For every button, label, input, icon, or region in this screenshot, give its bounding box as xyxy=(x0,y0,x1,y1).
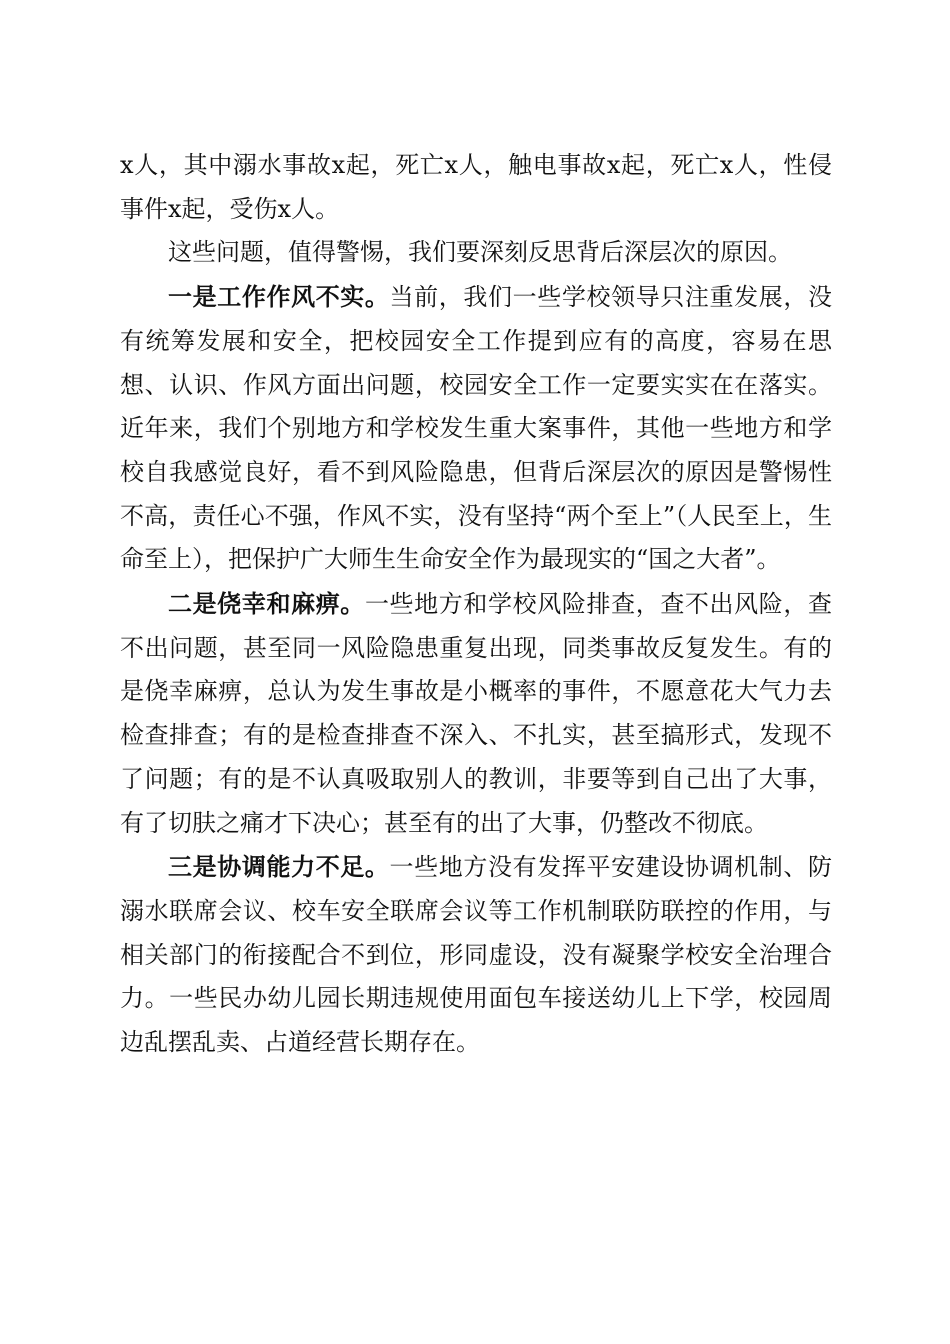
paragraph-work-style xyxy=(120,275,832,582)
paragraph-text: 这些问题，值得警惕，我们要深刻反思背后深层次的原因。 xyxy=(168,238,792,267)
paragraph-text: 当前，我们一些学校领导只注重发展，没有统筹发展和安全，把校园安全工作提到应有的高度，容易在思想、认识、作风方面出问题，校园安全工作一定要实实在在落实。近年来，我们个别地方和学校发生重大案事件，其他一些地方和学校自我感觉良好，看不到风险隐患，但背后深层次的原因是警惕性不高，责任心不强，作风不实，没有坚持“两个至上”（人民至上，生命至上），把保护广大师生生命安全作为最现实的“国之大者”。 xyxy=(120,283,833,574)
paragraph-complacency xyxy=(120,582,832,845)
paragraph-text: x人，其中溺水事故x起，死亡x人，触电事故x起，死亡x人，性侵事件x起，受伤x人。 xyxy=(120,151,832,223)
paragraph-text: 一些地方和学校风险排查，查不出风险，查不出问题，甚至同一风险隐患重复出现，同类事故反复发生。有的是侥幸麻痹，总认为发生事故是小概率的事件，不愿意花大气力去检查排查；有的是检查排查不深入、不扎实，甚至搞形式，发现不了问题；有的是不认真吸取别人的教训，非要等到自己出了大事，有了切肤之痛才下决心；甚至有的出了大事，仍整改不彻底。 xyxy=(120,590,833,837)
paragraph-heading: 二是侥幸和麻痹。 xyxy=(168,589,365,619)
paragraph-casualty-stats xyxy=(120,144,832,231)
paragraph-heading: 三是协调能力不足。 xyxy=(168,852,390,882)
paragraph-heading: 一是工作作风不实。 xyxy=(168,282,390,312)
paragraph-coordination xyxy=(120,845,832,1065)
document-body xyxy=(120,144,832,1065)
paragraph-text: 一些地方没有发挥平安建设协调机制、防溺水联席会议、校车安全联席会议等工作机制联防联控的作用，与相关部门的衔接配合不到位，形同虚设，没有凝聚学校安全治理合力。一些民办幼儿园长期违规使用面包车接送幼儿上下学，校园周边乱摆乱卖、占道经营长期存在。 xyxy=(120,853,833,1057)
paragraph-reflection xyxy=(120,231,832,275)
